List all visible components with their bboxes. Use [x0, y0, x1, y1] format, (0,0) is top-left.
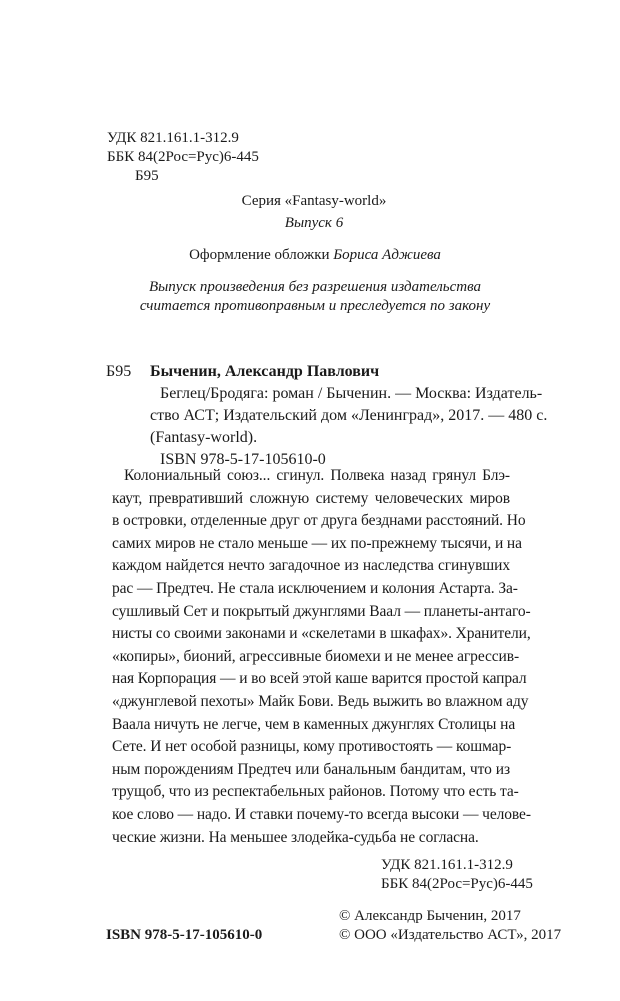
record-isbn: ISBN 978-5-17-105610-0: [160, 451, 326, 468]
annotation-line: «копиры», бионий, агрессивные биомехи и не менее агрессив-: [112, 647, 520, 665]
annotation-line: кое слово — надо. И ставки почему-то всегда высоки — челове-: [112, 805, 531, 823]
copyright-warning-line-1: Выпуск произведения без разрешения издательства: [148, 279, 482, 295]
footer-isbn: ISBN 978-5-17-105610-0: [106, 927, 263, 943]
annotation-line: ная Корпорация — и во всей этой каше варится простой капрал: [112, 670, 527, 688]
bbk-code-bottom: ББК 84(2Рос=Рус)6-445: [381, 876, 533, 892]
series-issue: Выпуск 6: [284, 215, 344, 231]
annotation-line: рас — Предтеч. Не стала исключением и колония Астарта. За-: [112, 579, 518, 597]
record-description-line: Беглец/Бродяга: роман / Быченин. — Москва: Издатель-: [160, 385, 543, 402]
annotation-line: трущоб, что из респектабельных районов. Потому что есть та-: [112, 783, 519, 801]
annotation-paragraph: [112, 465, 531, 849]
record-description-line: (Fantasy-world).: [150, 429, 258, 446]
record-description-line: ство АСТ; Издательский дом «Ленинград», 2017. — 480 с.: [150, 407, 548, 424]
annotation-line: «джунглевой пехоты» Майк Бови. Ведь выжить во влажном аду: [112, 692, 529, 710]
udk-code-top: УДК 821.161.1-312.9: [107, 130, 239, 146]
annotation-line: каждом найдется нечто загадочное из наследства сгинувших: [112, 557, 510, 575]
series-line: Серия «Fantasy-world»: [241, 193, 387, 209]
copyright-publisher: © ООО «Издательство АСТ», 2017: [339, 927, 562, 943]
annotation-line: в островки, отделенные друг от друга безднами расстояний. Но: [112, 512, 526, 530]
record-author: Быченин, Александр Павлович: [150, 363, 380, 380]
copyright-author: © Александр Быченин, 2017: [339, 908, 521, 924]
annotation-line: самих миров не стало меньше — их по-прежнему тысячи, и на: [112, 534, 522, 552]
annotation-line: Ваала ничуть не легче, чем в каменных джунглях Столицы на: [112, 715, 516, 733]
record-mark: Б95: [106, 363, 132, 380]
cover-design-prefix: Оформление обложки: [189, 247, 334, 263]
annotation-line: Сете. И нет особой разницы, кому противостоять — кошмар-: [112, 738, 512, 756]
annotation-line: Колониальный союз... сгинул. Полвека назад грянул Блэ-: [124, 467, 510, 484]
cover-artist-name: Бориса Аджиева: [333, 247, 441, 263]
cover-design-credit: [0, 246, 620, 265]
udk-code-bottom: УДК 821.161.1-312.9: [381, 857, 513, 873]
author-mark-top: Б95: [135, 168, 159, 184]
annotation-line: каут, превративший сложную систему человеческих миров: [112, 489, 510, 507]
annotation-line: сушливый Сет и покрытый джунглями Ваал — планеты-антаго-: [112, 602, 531, 620]
annotation-line: ческие жизни. На меньшее злодейка-судьба не согласна.: [112, 828, 479, 846]
copyright-warning-line-2: считается противоправным и преследуется по закону: [139, 298, 491, 314]
annotation-line: нисты со своими законами и «скелетами в шкафах». Хранители,: [112, 625, 531, 643]
bbk-code-top: ББК 84(2Рос=Рус)6-445: [107, 149, 259, 165]
annotation-line: ным порождениям Предтеч или банальным бандитам, что из: [112, 760, 510, 778]
